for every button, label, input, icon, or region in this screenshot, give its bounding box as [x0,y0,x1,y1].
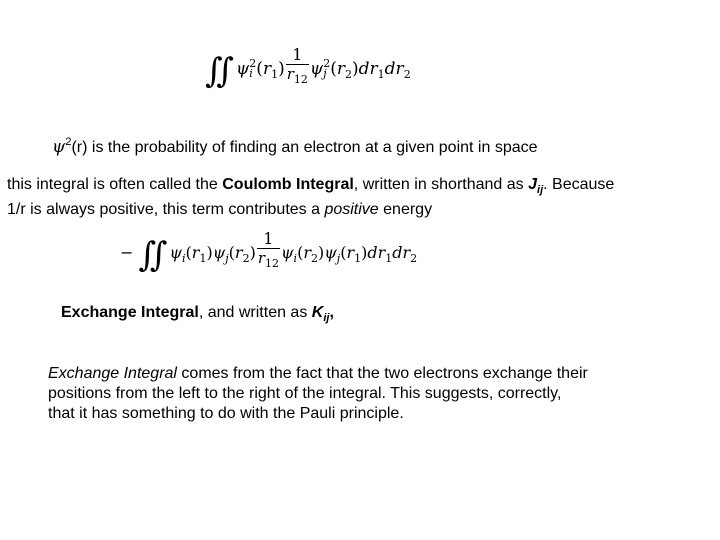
coulomb-integral-formula: ∬ ψ 2 i $(r_1)$ $\frac{1}{r_{12}}$ ψ 2 j $(r_2)dr_1dr_2$ [205,45,411,91]
fraction-one-over-r12: $\frac{1}{r_{12}}$ [286,46,309,89]
double-integral-symbol: ∬ [205,51,228,91]
exchange-integral-italic: Exchange Integral [48,365,177,382]
fraction-one-over-r12: $\frac{1}{r_{12}}$ [257,230,280,273]
coulomb-integral-term: Coulomb Integral [222,176,354,193]
double-integral-symbol: ∬ [138,235,162,275]
exchange-definition-line: Exchange Integral, and written as $K_{ij}$, [61,304,334,324]
exchange-paragraph: Exchange Integral comes from the fact that the two electrons exchange their positions from the left to the right of the integral. This suggests, correctly, that it has something to do with the Pauli principle. [48,365,588,422]
psi-symbol: ψ [52,137,66,157]
probability-line: $\psi^2(r)$ is the probability of finding an electron at a given point in space [52,136,538,157]
exchange-integral-term: Exchange Integral [61,304,199,321]
exchange-integral-formula: − ∬ $\psi_i(r_1)\psi_j(r_2)$ $\frac{1}{r_{12}}$ $\psi_i(r_2)\psi_j(r_1)dr_1dr_2$ [120,229,418,275]
probability-text: (r) is the probability of finding an electron at a given point in space [71,139,538,156]
coulomb-paragraph: this integral is often called the Coulomb Integral, written in shorthand as $J_{ij}$. Because 1/r is always positive, this term contributes a positive energy [7,176,615,218]
